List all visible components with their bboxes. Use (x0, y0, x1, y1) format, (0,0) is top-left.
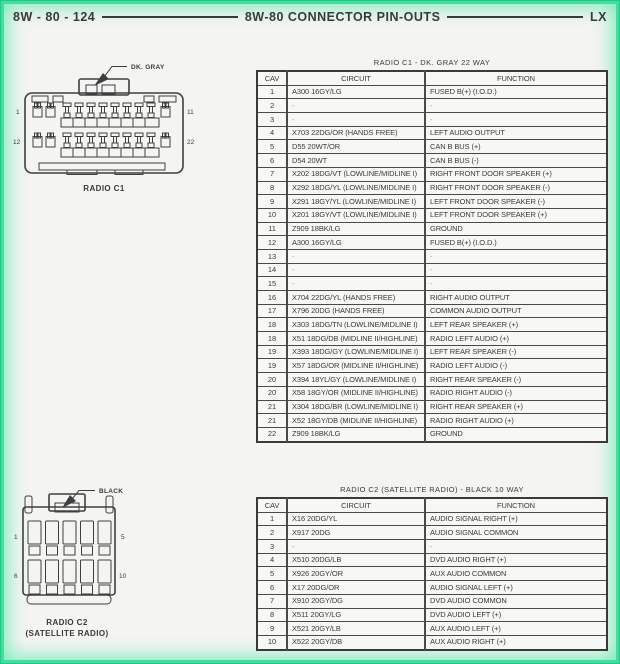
cav-cell: 5 (257, 140, 287, 154)
table-row (257, 85, 607, 99)
function-cell: RIGHT FRONT DOOR SPEAKER (+) (425, 167, 607, 181)
table-row (257, 581, 607, 595)
doc-code: 8W - 80 - 124 (13, 10, 96, 24)
cav-cell: 10 (257, 208, 287, 222)
circuit-cell: - (287, 540, 425, 554)
circuit-cell: - (287, 99, 425, 113)
cav-cell: 4 (257, 126, 287, 140)
function-cell: LEFT AUDIO OUTPUT (425, 126, 607, 140)
c1-base-bar (39, 163, 165, 170)
circuit-header: CIRCUIT (287, 498, 425, 512)
table-row (257, 154, 607, 168)
table-row (257, 359, 607, 373)
table-row (257, 553, 607, 567)
cav-cell: 14 (257, 263, 287, 277)
cav-cell: 7 (257, 167, 287, 181)
circuit-cell: X51 18DG/DB (MIDLINE II/HIGHLINE) (287, 332, 425, 346)
c1-header-row (257, 71, 607, 85)
function-cell: LEFT FRONT DOOR SPEAKER (+) (425, 208, 607, 222)
function-cell: - (425, 249, 607, 263)
table-row (257, 126, 607, 140)
function-cell: RIGHT REAR SPEAKER (+) (425, 400, 607, 414)
function-cell: COMMON AUDIO OUTPUT (425, 304, 607, 318)
table-row (257, 526, 607, 540)
cav-cell: 8 (257, 608, 287, 622)
c1-pin-number-22: 22 (187, 139, 195, 146)
c1-rail-dividers (73, 148, 145, 157)
circuit-cell: X510 20DG/LB (287, 553, 425, 567)
table-row (257, 277, 607, 291)
c1-latch (32, 96, 48, 102)
function-header: FUNCTION (425, 71, 607, 85)
cav-cell: 6 (257, 154, 287, 168)
circuit-cell: A300 16GY/LG (287, 236, 425, 250)
cav-cell: 18 (257, 332, 287, 346)
circuit-cell: X521 20GY/LB (287, 622, 425, 636)
function-cell: RADIO LEFT AUDIO (+) (425, 332, 607, 346)
function-cell: RADIO RIGHT AUDIO (-) (425, 386, 607, 400)
c2-ear (25, 496, 32, 513)
table-row (257, 208, 607, 222)
table-row (257, 181, 607, 195)
circuit-cell: X57 18DG/OR (MIDLINE II/HIGHLINE) (287, 359, 425, 373)
c2-pin-row-2 (28, 560, 111, 594)
cav-cell: 2 (257, 99, 287, 113)
c2-base-bar (27, 595, 111, 604)
cav-cell: 18 (257, 318, 287, 332)
connector-c1-figure (9, 51, 239, 199)
c2-header-row (257, 498, 607, 512)
function-cell: AUDIO SIGNAL RIGHT (+) (425, 512, 607, 526)
cav-cell: 9 (257, 622, 287, 636)
c1-latch (159, 96, 176, 102)
cav-cell: 1 (257, 512, 287, 526)
function-cell: CAN B BUS (-) (425, 154, 607, 168)
function-cell: DVD AUDIO LEFT (+) (425, 608, 607, 622)
table-row (257, 167, 607, 181)
c2-connector-body (23, 507, 115, 595)
circuit-cell: - (287, 277, 425, 291)
table-row (257, 249, 607, 263)
table-row (257, 113, 607, 127)
function-cell: LEFT REAR SPEAKER (-) (425, 345, 607, 359)
header-rule-right (447, 16, 583, 18)
c2-caption-line2: (SATELLITE RADIO) (25, 629, 109, 638)
c1-pin-number-12: 12 (13, 139, 21, 146)
c2-table-body (257, 512, 607, 649)
cav-cell: 7 (257, 594, 287, 608)
circuit-cell: X17 20DG/OR (287, 581, 425, 595)
circuit-cell: X796 20DG (HANDS FREE) (287, 304, 425, 318)
circuit-cell: X16 20DG/YL (287, 512, 425, 526)
c2-pin-row-1 (28, 521, 111, 555)
function-cell: GROUND (425, 222, 607, 236)
cav-cell: 22 (257, 427, 287, 441)
circuit-cell: X703 22DG/OR (HANDS FREE) (287, 126, 425, 140)
circuit-cell: - (287, 263, 425, 277)
circuit-cell: - (287, 249, 425, 263)
function-cell: FUSED B(+) (I.O.D.) (425, 85, 607, 99)
function-cell: - (425, 263, 607, 277)
function-cell: CAN B BUS (+) (425, 140, 607, 154)
circuit-cell: X393 18DG/GY (LOWLINE/MIDLINE I) (287, 345, 425, 359)
c1-latch (53, 96, 63, 102)
function-cell: LEFT REAR SPEAKER (+) (425, 318, 607, 332)
c1-latch (144, 96, 154, 102)
cav-cell: 12 (257, 236, 287, 250)
cav-cell: 11 (257, 222, 287, 236)
circuit-cell: Z909 18BK/LG (287, 427, 425, 441)
table-row (257, 427, 607, 441)
circuit-cell: X704 22DG/YL (HANDS FREE) (287, 291, 425, 305)
page-header (13, 9, 607, 25)
circuit-cell: X926 20GY/OR (287, 567, 425, 581)
circuit-cell: A300 16GY/LG (287, 85, 425, 99)
function-cell: RIGHT AUDIO OUTPUT (425, 291, 607, 305)
table-row (257, 99, 607, 113)
table-row (257, 608, 607, 622)
cav-cell: 10 (257, 635, 287, 649)
function-cell: AUDIO SIGNAL COMMON (425, 526, 607, 540)
circuit-cell: X522 20GY/DB (287, 635, 425, 649)
table-row (257, 622, 607, 636)
table-row (257, 195, 607, 209)
function-cell: AUX AUDIO COMMON (425, 567, 607, 581)
table-row (257, 512, 607, 526)
circuit-cell: X202 18DG/VT (LOWLINE/MIDLINE I) (287, 167, 425, 181)
c1-pin-number-1: 1 (16, 109, 20, 116)
table-row (257, 635, 607, 649)
c2-pin-number-5: 5 (121, 534, 125, 541)
circuit-cell: X201 18GY/VT (LOWLINE/MIDLINE I) (287, 208, 425, 222)
c1-rail-dividers (73, 118, 145, 127)
c1-table-title: RADIO C1 - DK. GRAY 22 WAY (373, 58, 491, 67)
circuit-cell: D55 20WT/OR (287, 140, 425, 154)
cav-cell: 8 (257, 181, 287, 195)
c1-pin-number-11: 11 (187, 109, 194, 116)
cav-cell: 3 (257, 113, 287, 127)
table-row (257, 345, 607, 359)
table-row (257, 140, 607, 154)
cav-cell: 13 (257, 249, 287, 263)
function-cell: GROUND (425, 427, 607, 441)
circuit-cell: X910 20GY/DG (287, 594, 425, 608)
circuit-cell: X304 18DG/BR (LOWLINE/MIDLINE I) (287, 400, 425, 414)
circuit-cell: D54 20WT (287, 154, 425, 168)
cav-cell: 1 (257, 85, 287, 99)
c2-table-block (256, 485, 608, 651)
c1-caption: RADIO C1 (83, 184, 125, 193)
table-row (257, 400, 607, 414)
function-cell: - (425, 113, 607, 127)
function-cell: RADIO LEFT AUDIO (-) (425, 359, 607, 373)
function-cell: - (425, 277, 607, 291)
header-rule-left (102, 16, 238, 18)
function-cell: DVD AUDIO COMMON (425, 594, 607, 608)
cav-cell: 9 (257, 195, 287, 209)
circuit-cell: X394 18YL/GY (LOWLINE/MIDLINE I) (287, 373, 425, 387)
connector-c2-figure (9, 481, 239, 661)
function-cell: RIGHT REAR SPEAKER (-) (425, 373, 607, 387)
c1-color-callout: DK. GRAY (131, 64, 165, 71)
cav-cell: 17 (257, 304, 287, 318)
c2-color-callout: BLACK (99, 488, 124, 495)
c2-table-title: RADIO C2 (SATELLITE RADIO) - BLACK 10 WAY (340, 485, 524, 494)
circuit-cell: - (287, 113, 425, 127)
function-cell: AUDIO SIGNAL LEFT (+) (425, 581, 607, 595)
table-row (257, 236, 607, 250)
page-title: 8W-80 CONNECTOR PIN-OUTS (244, 10, 441, 24)
cav-header: CAV (257, 498, 287, 512)
c1-pinout-table (256, 70, 608, 443)
cav-cell: 4 (257, 553, 287, 567)
c1-table-body (257, 85, 607, 441)
function-header: FUNCTION (425, 498, 607, 512)
table-row (257, 291, 607, 305)
cav-cell: 2 (257, 526, 287, 540)
table-row (257, 540, 607, 554)
table-row (257, 594, 607, 608)
c1-table-block (256, 58, 608, 443)
circuit-cell: X292 18DG/YL (LOWLINE/MIDLINE I) (287, 181, 425, 195)
cav-cell: 19 (257, 345, 287, 359)
cav-cell: 21 (257, 400, 287, 414)
function-cell: FUSED B(+) (I.O.D.) (425, 236, 607, 250)
cav-cell: 20 (257, 386, 287, 400)
c1-callout-leader-line (104, 67, 127, 78)
cav-cell: 15 (257, 277, 287, 291)
c2-pin-number-6: 6 (14, 573, 18, 580)
cav-cell: 6 (257, 581, 287, 595)
c2-pinout-table (256, 497, 608, 651)
cav-cell: 21 (257, 414, 287, 428)
function-cell: DVD AUDIO RIGHT (+) (425, 553, 607, 567)
function-cell: - (425, 99, 607, 113)
circuit-cell: X917 20DG (287, 526, 425, 540)
cav-cell: 16 (257, 291, 287, 305)
circuit-cell: X303 18DG/TN (LOWLINE/MIDLINE I) (287, 318, 425, 332)
function-cell: - (425, 540, 607, 554)
circuit-cell: X291 18GY/YL (LOWLINE/MIDLINE I) (287, 195, 425, 209)
c2-pin-number-10: 10 (119, 573, 127, 580)
table-row (257, 373, 607, 387)
table-row (257, 263, 607, 277)
circuit-header: CIRCUIT (287, 71, 425, 85)
table-row (257, 318, 607, 332)
cav-cell: 3 (257, 540, 287, 554)
c2-caption-line1: RADIO C2 (46, 618, 88, 627)
table-row (257, 222, 607, 236)
cav-cell: 19 (257, 359, 287, 373)
function-cell: AUX AUDIO LEFT (+) (425, 622, 607, 636)
circuit-cell: X58 18GY/OR (MIDLINE II/HIGHLINE) (287, 386, 425, 400)
cav-cell: 20 (257, 373, 287, 387)
cav-header: CAV (257, 71, 287, 85)
table-row (257, 414, 607, 428)
table-row (257, 304, 607, 318)
c2-ear (106, 496, 113, 513)
c2-pin-number-1: 1 (14, 534, 18, 541)
c1-terminal-rail (61, 118, 159, 127)
c1-terminal-rail (61, 148, 159, 157)
function-cell: RADIO RIGHT AUDIO (+) (425, 414, 607, 428)
circuit-cell: Z909 18BK/LG (287, 222, 425, 236)
function-cell: RIGHT FRONT DOOR SPEAKER (-) (425, 181, 607, 195)
function-cell: LEFT FRONT DOOR SPEAKER (-) (425, 195, 607, 209)
table-row (257, 332, 607, 346)
platform-code: LX (590, 10, 608, 24)
table-row (257, 386, 607, 400)
circuit-cell: X52 18GY/DB (MIDLINE II/HIGHLINE) (287, 414, 425, 428)
cav-cell: 5 (257, 567, 287, 581)
function-cell: AUX AUDIO RIGHT (+) (425, 635, 607, 649)
table-row (257, 567, 607, 581)
circuit-cell: X511 20GY/LG (287, 608, 425, 622)
